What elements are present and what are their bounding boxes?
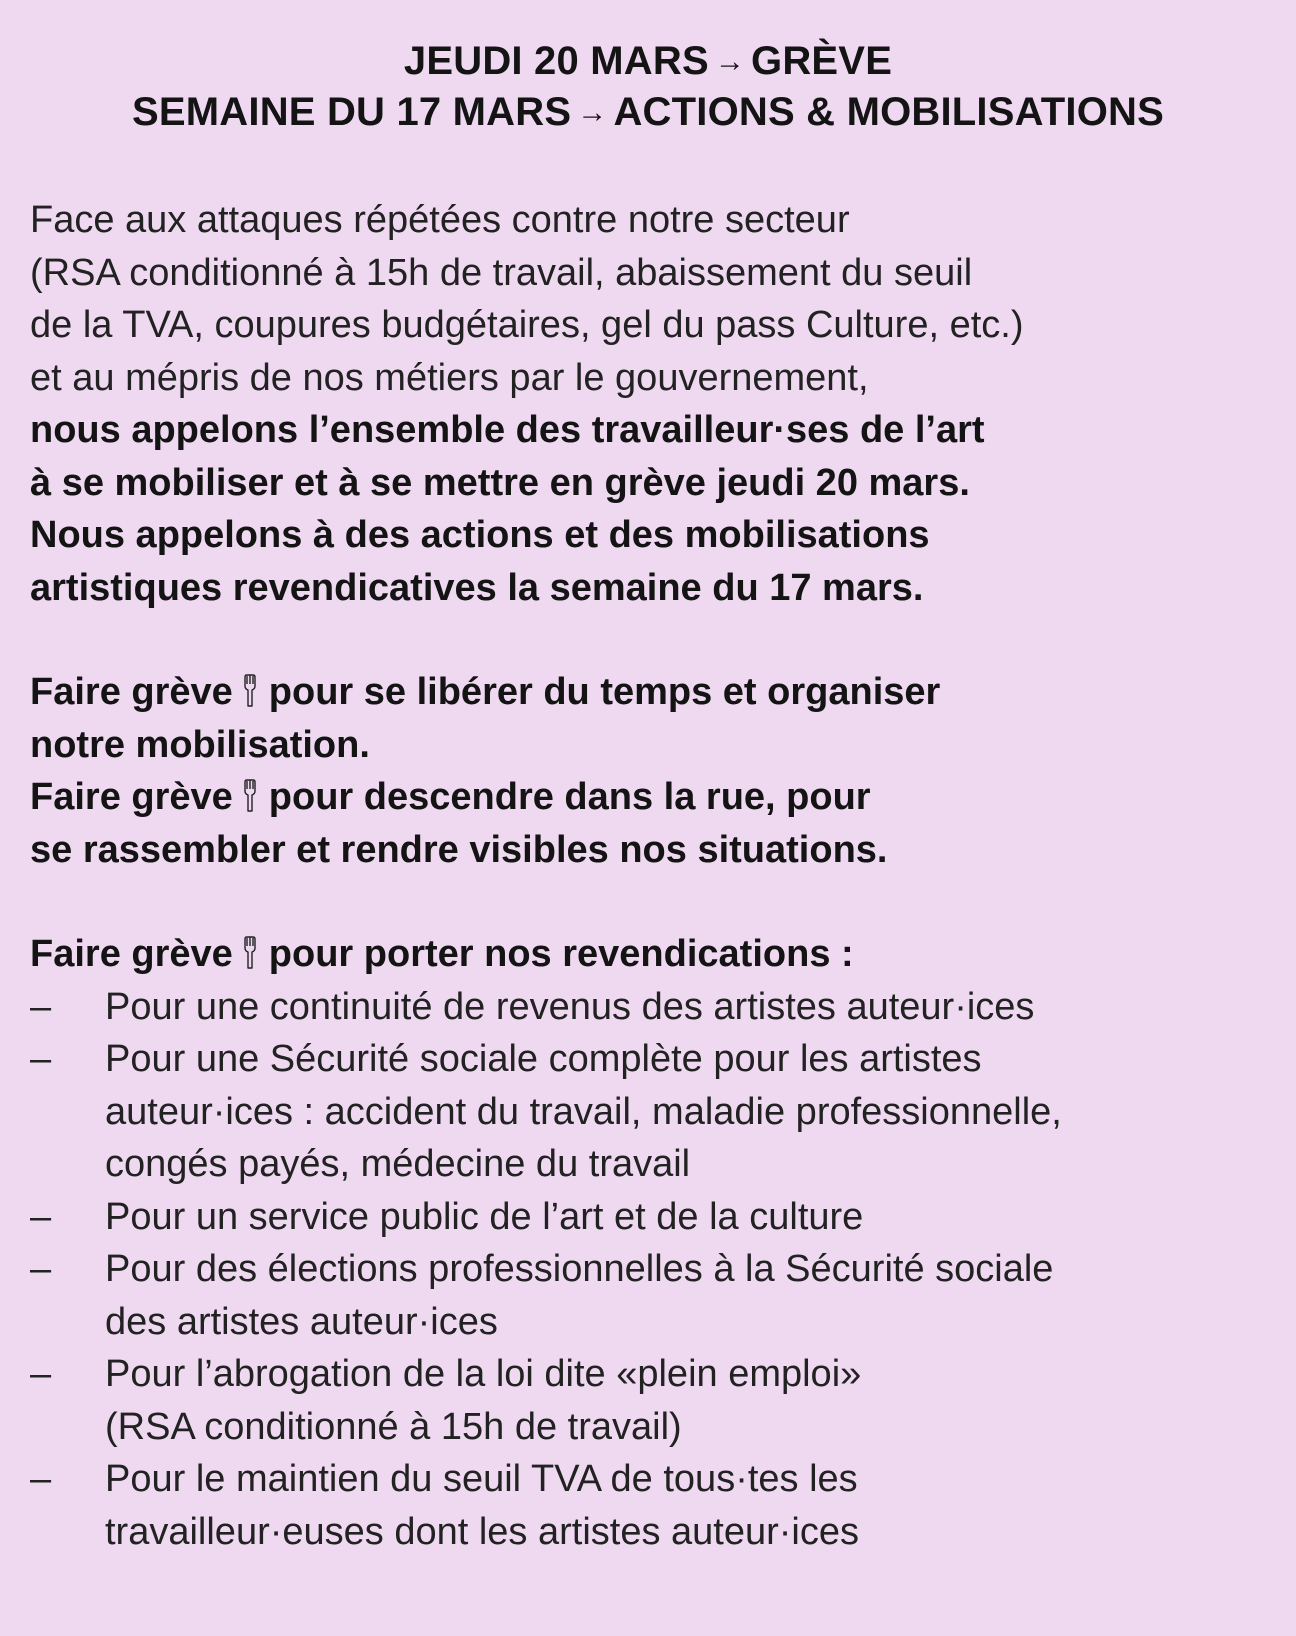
raised-fist-icon [239,934,261,970]
list-item-line: Pour un service public de l’art et de la culture [105,1195,864,1238]
list-item-line: Pour des élections professionnelles à la Sécurité sociale [105,1248,1054,1290]
strike-line-rest: pour se libérer du temps et organiser [268,671,941,713]
headline [30,36,1266,138]
list-item-line: auteur·ices : accident du travail, maladie professionnelle, [105,1090,1062,1133]
list-item-line: congés payés, médecine du travail [105,1143,691,1185]
demands-heading [30,928,1266,981]
list-item-line: des artistes auteur·ices [105,1300,498,1343]
headline-line-1 [404,39,892,83]
list-item [30,1348,1266,1453]
demands-heading-rest: pour porter nos revendications : [268,933,854,975]
headline-strike: GRÈVE [751,39,893,83]
intro-paragraph [30,194,1266,614]
intro-bold-line: artistiques revendicatives la semaine du 17 mars. [30,566,924,609]
demands-list [30,981,1266,1559]
list-item [30,1191,1266,1244]
list-item-line: Pour une Sécurité sociale complète pour les artistes [105,1038,982,1080]
list-item [30,981,1266,1034]
spacer [30,876,1266,928]
dash-bullet: – [30,1195,52,1238]
dash-bullet: – [30,1038,52,1080]
strike-line-rest: pour descendre dans la rue, pour [268,776,871,818]
faire-greve-label: Faire grève [30,776,233,818]
dash-bullet: – [30,1353,52,1395]
intro-line: et au mépris de nos métiers par le gouvernement, [30,356,869,399]
intro-bold-line: nous appelons l’ensemble des travailleur·ses de l’art [30,409,985,451]
strike-line: se rassembler et rendre visibles nos situations. [30,828,888,871]
intro-line: (RSA conditionné à 15h de travail, abaissement du seuil [30,251,973,294]
faire-greve-label: Faire grève [30,933,233,975]
strike-line [30,666,1266,719]
intro-bold-line: Nous appelons à des actions et des mobilisations [30,514,930,556]
list-item-line: Pour une continuité de revenus des artistes auteur·ices [105,985,1035,1028]
strike-paragraph-1 [30,666,1266,876]
dash-bullet: – [30,1248,52,1290]
faire-greve-label: Faire grève [30,671,233,713]
list-item [30,1033,1266,1191]
intro-line: Face aux attaques répétées contre notre secteur [30,199,850,241]
raised-fist-icon [239,777,261,813]
dash-bullet: – [30,1458,52,1500]
headline-actions: ACTIONS & MOBILISATIONS [613,90,1164,134]
arrow-right-icon: → [714,45,746,78]
intro-bold-line: à se mobiliser et à se mettre en grève jeudi 20 mars. [30,461,970,504]
intro-line: de la TVA, coupures budgétaires, gel du pass Culture, etc.) [30,304,1024,346]
dash-bullet: – [30,985,52,1028]
raised-fist-icon [239,672,261,708]
list-item-line: Pour l’abrogation de la loi dite «plein emploi» [105,1353,862,1395]
arrow-right-icon: → [577,96,608,129]
demands-section [30,928,1266,1558]
headline-line-2 [132,90,1164,134]
list-item-line: Pour le maintien du seuil TVA de tous·tes les [105,1458,858,1500]
list-item [30,1453,1266,1558]
spacer [30,614,1266,666]
strike-line: notre mobilisation. [30,723,370,766]
headline-date: JEUDI 20 MARS [403,39,709,83]
strike-line [30,771,1266,824]
list-item [30,1243,1266,1348]
headline-week: SEMAINE DU 17 MARS [132,90,572,134]
list-item-line: travailleur·euses dont les artistes auteur·ices [105,1510,860,1553]
list-item-line: (RSA conditionné à 15h de travail) [105,1405,682,1448]
